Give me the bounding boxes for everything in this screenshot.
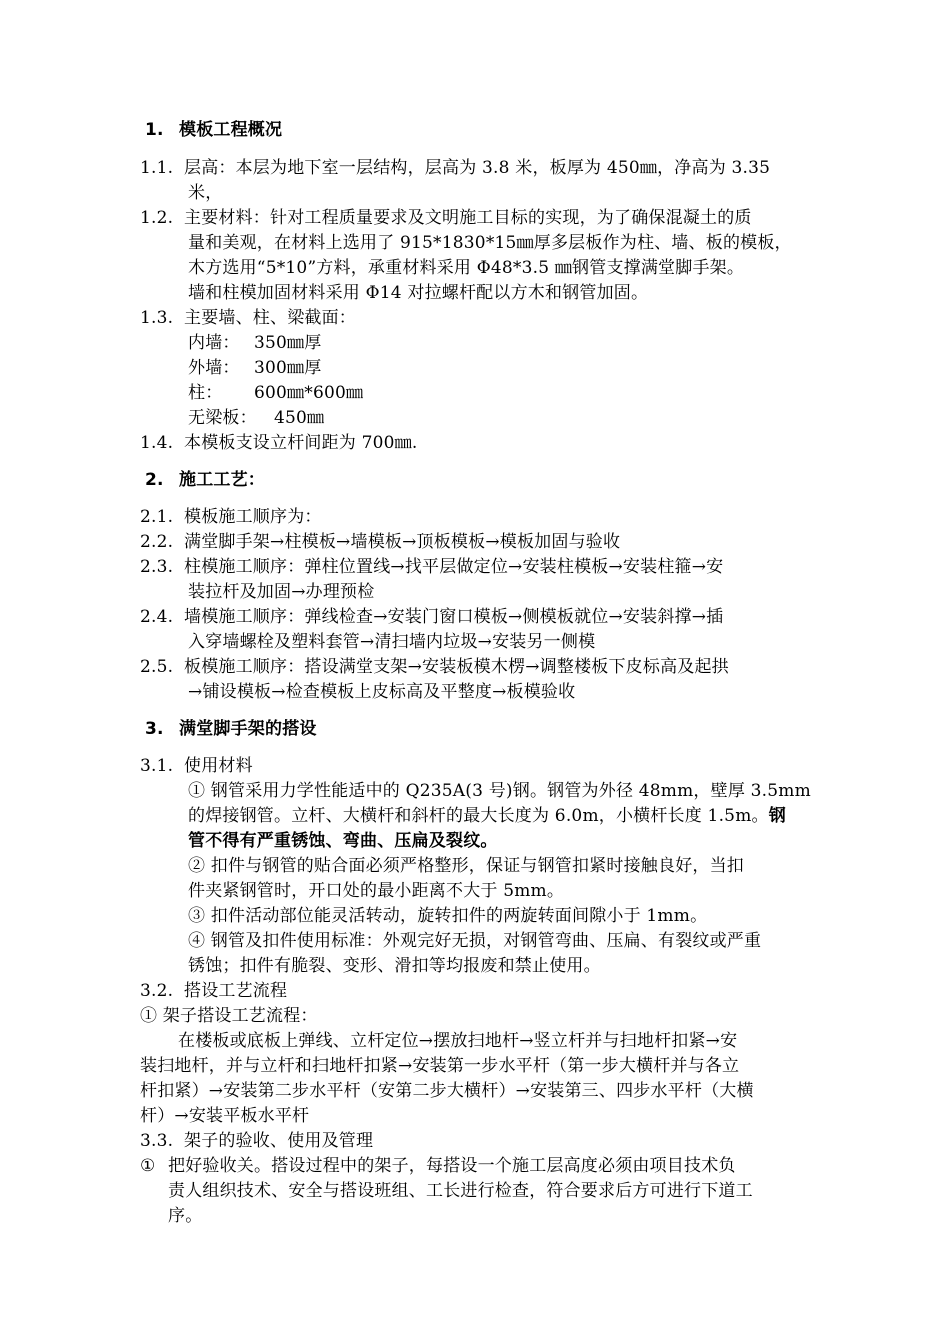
dim-value: 350㎜厚 [254, 333, 322, 353]
item-text: 搭设工艺流程 [184, 981, 288, 1001]
item-number: 2.3. [140, 557, 174, 577]
section-number: 3. [145, 719, 164, 739]
item-1-2-cont: 墙和柱模加固材料采用 Φ14 对拉螺杆配以方木和钢管加固。 [188, 283, 649, 303]
section-title: 施工工艺： [179, 470, 265, 490]
item-1-4 [140, 431, 810, 456]
section-2-heading [140, 468, 810, 493]
item-text: 墙模施工顺序：弹线检查→安装门窗口模板→侧模板就位→安装斜撑→插 [184, 607, 724, 627]
item-number: 1.1. [140, 158, 174, 178]
item-2-3 [140, 555, 810, 580]
item-1-2-cont: 木方选用“5*10”方料，承重材料采用 Φ48*3.5 ㎜钢管支撑满堂脚手架。 [188, 258, 745, 278]
dim-label: 无梁板： [188, 408, 257, 428]
item-1-2-cont: 量和美观，在材料上选用了 915*1830*15㎜厚多层板作为柱、墙、板的模板， [188, 233, 792, 253]
dim-value: 300㎜厚 [254, 358, 322, 378]
acceptance-para [140, 1154, 810, 1179]
process-subheading: ① 架子搭设工艺流程： [140, 1006, 318, 1026]
material-para-1-cont [188, 804, 858, 829]
dim-label: 柱： [188, 383, 223, 403]
item-number: 1.4. [140, 433, 174, 453]
material-para-4-cont: 锈蚀；扣件有脆裂、变形、滑扣等均报废和禁止使用。 [188, 956, 601, 976]
item-2-5 [140, 655, 810, 680]
item-text: 板模施工顺序：搭设满堂支架→安装板模木楞→调整楼板下皮标高及起拱 [184, 657, 729, 677]
material-para-2: ② 扣件与钢管的贴合面必须严格整形，保证与钢管扣紧时接触良好，当扣 [188, 856, 745, 876]
dim-label: 内墙： [188, 333, 240, 353]
item-2-2 [140, 530, 810, 555]
section-dim-row [188, 381, 858, 406]
section-title: 模板工程概况 [179, 120, 283, 140]
item-number: 2.1. [140, 507, 174, 527]
item-number: 1.2. [140, 208, 174, 228]
section-number: 2. [145, 470, 164, 490]
item-text: 主要墙、柱、梁截面： [184, 308, 356, 328]
section-3-heading [140, 717, 810, 742]
dim-value: 450㎜ [274, 408, 325, 428]
flow-text: 装扫地杆，并与立杆和扫地杆扣紧→安装第一步水平杆（第一步大横杆并与各立 [140, 1056, 740, 1076]
section-number: 1. [145, 120, 164, 140]
section-dim-row [188, 356, 858, 381]
item-3-3 [140, 1129, 810, 1154]
item-2-5-cont: →铺设模板→检查模板上皮标高及平整度→板模验收 [188, 682, 576, 702]
dim-label: 外墙： [188, 358, 240, 378]
item-number: 3.2. [140, 981, 174, 1001]
item-3-2 [140, 979, 810, 1004]
acceptance-para-cont: 责人组织技术、安全与搭设班组、工长进行检查，符合要求后方可进行下道工 [168, 1181, 753, 1201]
dim-value: 600㎜*600㎜ [254, 383, 364, 403]
item-2-4 [140, 605, 810, 630]
flow-text: 在楼板或底板上弹线、立杆定位→摆放扫地杆→竖立杆并与扫地杆扣紧→安 [178, 1031, 738, 1051]
item-2-3-cont: 装拉杆及加固→办理预检 [188, 582, 375, 602]
item-number: 3.3. [140, 1131, 174, 1151]
material-para-2-cont: 件夹紧钢管时，开口处的最小距离不大于 5mm。 [188, 881, 565, 901]
item-text: 本模板支设立杆间距为 700㎜. [184, 433, 418, 453]
material-para-4: ④ 钢管及扣件使用标准：外观完好无损，对钢管弯曲、压扁、有裂纹或严重 [188, 931, 762, 951]
para-bold-text: 钢 [768, 806, 786, 826]
item-text: 模板施工顺序为： [184, 507, 322, 527]
material-para-1: ① 钢管采用力学性能适中的 Q235A(3 号)钢。钢管为外径 48mm，壁厚 3.5mm [188, 781, 811, 801]
acceptance-para-cont: 序。 [168, 1206, 203, 1226]
item-number: 2.5. [140, 657, 174, 677]
item-2-1 [140, 505, 810, 530]
para-text: 把好验收关。搭设过程中的架子，每搭设一个施工层高度必须由项目技术负 [168, 1156, 736, 1176]
flow-text: 杆）→安装平板水平杆 [140, 1106, 310, 1126]
section-dim-row [188, 331, 858, 356]
flow-text: 杆扣紧）→安装第二步水平杆（安第二步大横杆）→安装第三、四步水平杆（大横 [140, 1081, 754, 1101]
item-1-1-cont: 米， [188, 183, 223, 203]
material-para-3: ③ 扣件活动部位能灵活转动，旋转扣件的两旋转面间隙小于 1mm。 [188, 906, 708, 926]
section-title: 满堂脚手架的搭设 [179, 719, 317, 739]
item-1-1 [140, 156, 810, 181]
para-text: 的焊接钢管。立杆、大横杆和斜杆的最大长度为 6.0m，小横杆长度 1.5m。 [188, 806, 769, 826]
item-1-2 [140, 206, 810, 231]
material-para-1-bold: 管不得有严重锈蚀、弯曲、压扁及裂纹。 [188, 831, 498, 851]
item-number: 3.1. [140, 756, 174, 776]
item-text: 满堂脚手架→柱模板→墙模板→顶板模板→模板加固与验收 [184, 532, 621, 552]
item-text: 使用材料 [184, 756, 253, 776]
item-text: 架子的验收、使用及管理 [184, 1131, 374, 1151]
section-dim-row [188, 406, 858, 431]
item-text: 柱模施工顺序：弹柱位置线→找平层做定位→安装柱模板→安装柱箍→安 [184, 557, 724, 577]
item-2-4-cont: 入穿墙螺栓及塑料套管→清扫墙内垃圾→安装另一侧模 [188, 632, 596, 652]
item-1-3 [140, 306, 810, 331]
item-number: 2.4. [140, 607, 174, 627]
item-number: 2.2. [140, 532, 174, 552]
para-number: ① [140, 1156, 156, 1176]
item-text: 主要材料：针对工程质量要求及文明施工目标的实现，为了确保混凝土的质 [184, 208, 752, 228]
item-text: 层高：本层为地下室一层结构，层高为 3.8 米，板厚为 450㎜，净高为 3.35 [184, 158, 771, 178]
item-3-1 [140, 754, 810, 779]
item-number: 1.3. [140, 308, 174, 328]
section-1-heading [140, 118, 810, 143]
